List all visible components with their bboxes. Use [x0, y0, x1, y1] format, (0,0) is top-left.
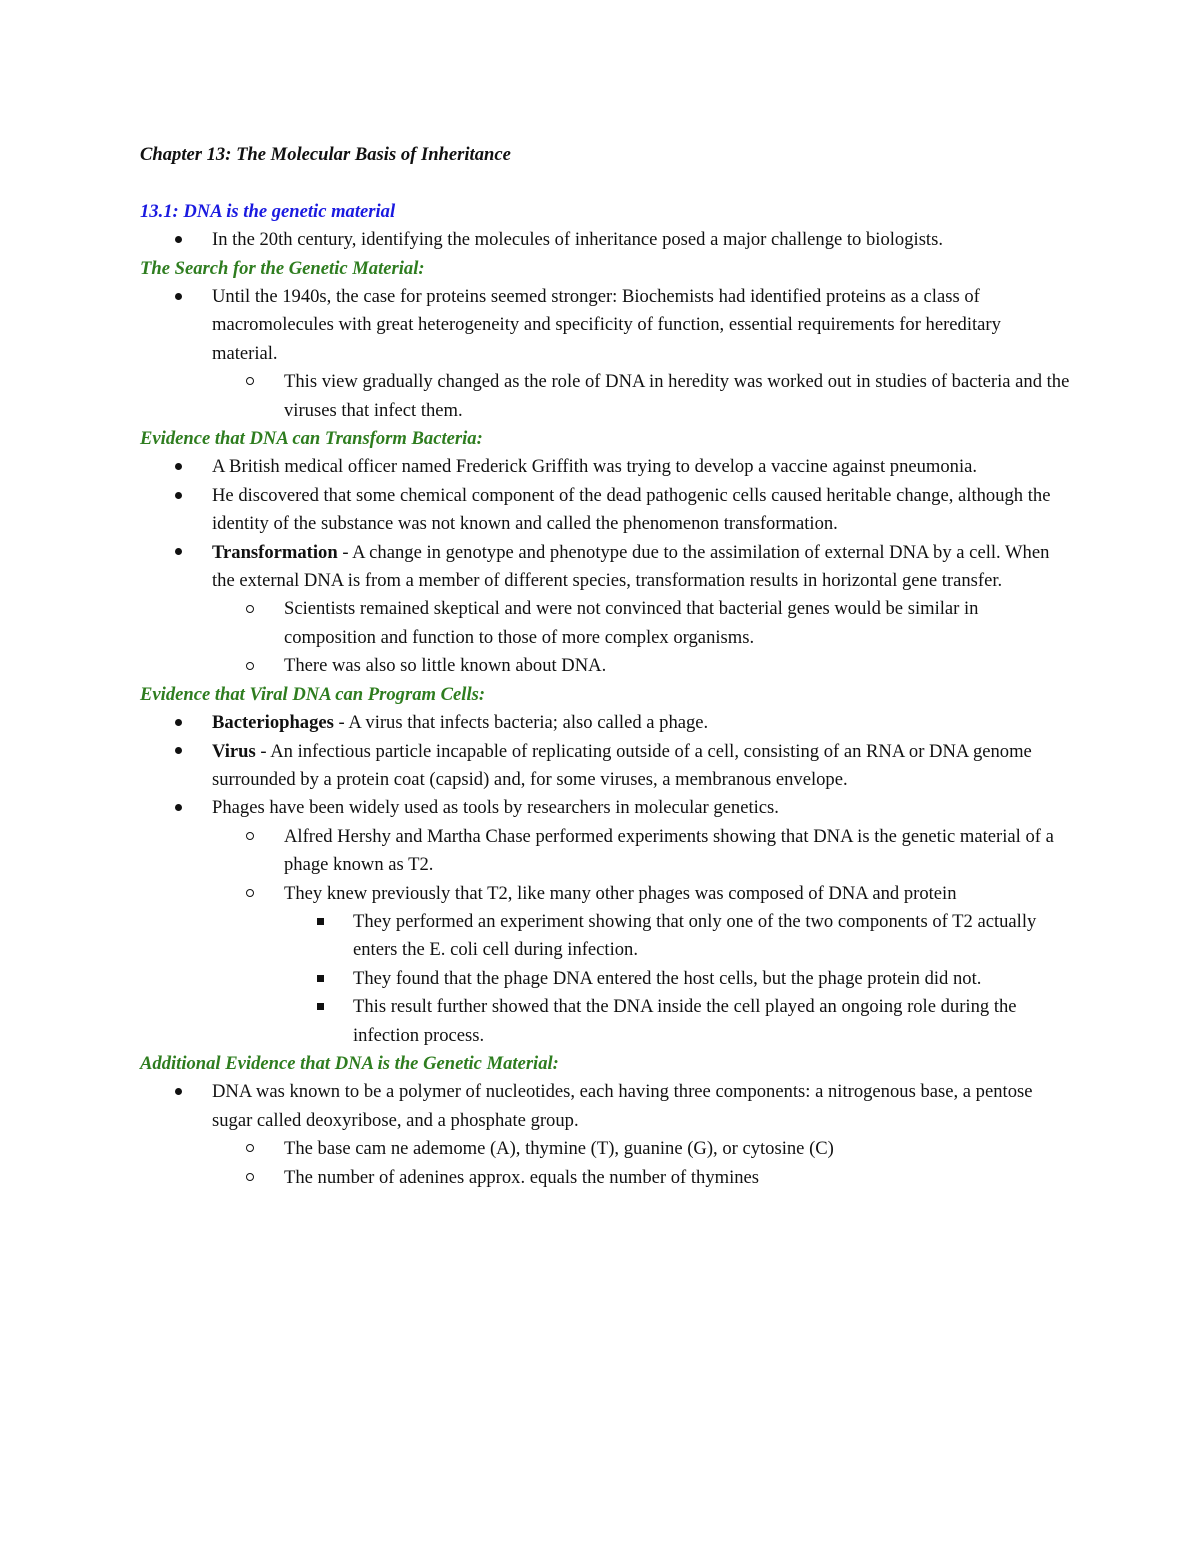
- hollow-circle-bullet-icon: [240, 368, 260, 396]
- list-item: The base cam ne ademome (A), thymine (T), guanine (G), or cytosine (C): [140, 1135, 1070, 1163]
- sub-heading-transform: Evidence that DNA can Transform Bacteria:: [140, 428, 483, 450]
- list-item: In the 20th century, identifying the molecules of inheritance posed a major challenge to biologists.: [140, 226, 1070, 254]
- filled-circle-bullet-icon: [168, 709, 188, 737]
- list-item: The number of adenines approx. equals the number of thymines: [140, 1164, 1070, 1192]
- viral-list: [140, 709, 1070, 823]
- hollow-circle-bullet-icon: [240, 1164, 260, 1192]
- list-item: This result further showed that the DNA inside the cell played an ongoing role during the infection process.: [140, 993, 1070, 1050]
- square-bullet-icon: [310, 965, 330, 993]
- list-item: Phages have been widely used as tools by researchers in molecular genetics.: [140, 794, 1070, 822]
- filled-circle-bullet-icon: [168, 1078, 188, 1106]
- list-item: They knew previously that T2, like many other phages was composed of DNA and protein: [140, 880, 1070, 908]
- transform-sublist: [140, 595, 1070, 680]
- square-bullet-icon: [310, 993, 330, 1021]
- hollow-circle-bullet-icon: [240, 652, 260, 680]
- square-bullet-icon: [310, 908, 330, 936]
- document-body: [140, 141, 1070, 1192]
- additional-list: [140, 1078, 1070, 1135]
- term-virus: Virus: [212, 740, 256, 762]
- list-item: Virus - An infectious particle incapable of replicating outside of a cell, consisting of an RNA or DNA genome surrounded by a protein coat (capsid) and, for some viruses, a membranous envelope.: [140, 738, 1070, 795]
- term-bacteriophages: Bacteriophages: [212, 712, 334, 734]
- hollow-circle-bullet-icon: [240, 880, 260, 908]
- filled-circle-bullet-icon: [168, 453, 188, 481]
- term-transformation: Transformation: [212, 541, 338, 563]
- search-sublist: [140, 368, 1070, 425]
- intro-list: [140, 226, 1070, 254]
- viral-sublist: [140, 823, 1070, 908]
- list-item: DNA was known to be a polymer of nucleotides, each having three components: a nitrogenous base, a pentose sugar called deoxyribose, and a phosphate group.: [140, 1078, 1070, 1135]
- list-item: They performed an experiment showing that only one of the two components of T2 actually enters the E. coli cell during infection.: [140, 908, 1070, 965]
- sub-heading-viral: Evidence that Viral DNA can Program Cells:: [140, 683, 486, 705]
- hollow-circle-bullet-icon: [240, 823, 260, 851]
- list-item: They found that the phage DNA entered the host cells, but the phage protein did not.: [140, 965, 1070, 993]
- filled-circle-bullet-icon: [168, 794, 188, 822]
- sub-heading-additional: Additional Evidence that DNA is the Genetic Material:: [140, 1052, 559, 1074]
- list-item: This view gradually changed as the role of DNA in heredity was worked out in studies of bacteria and the viruses that infect them.: [140, 368, 1070, 425]
- list-item: Alfred Hershy and Martha Chase performed experiments showing that DNA is the genetic material of a phage known as T2.: [140, 823, 1070, 880]
- section-heading: 13.1: DNA is the genetic material: [140, 200, 396, 222]
- list-item: Until the 1940s, the case for proteins seemed stronger: Biochemists had identified proteins as a class of macromolecules with great heterogeneity and specificity of function, essential requirements for hereditary material.: [140, 283, 1070, 368]
- chapter-title: Chapter 13: The Molecular Basis of Inheritance: [140, 144, 511, 165]
- filled-circle-bullet-icon: [168, 283, 188, 311]
- hollow-circle-bullet-icon: [240, 595, 260, 623]
- list-item: Scientists remained skeptical and were not convinced that bacterial genes would be similar in composition and function to those of more complex organisms.: [140, 595, 1070, 652]
- list-item: Bacteriophages - A virus that infects bacteria; also called a phage.: [140, 709, 1070, 737]
- filled-circle-bullet-icon: [168, 738, 188, 766]
- sub-heading-search: The Search for the Genetic Material:: [140, 257, 425, 279]
- hollow-circle-bullet-icon: [240, 1135, 260, 1163]
- additional-sublist: [140, 1135, 1070, 1192]
- viral-subsublist: [140, 908, 1070, 1050]
- list-item: Transformation - A change in genotype and phenotype due to the assimilation of external DNA by a cell. When the external DNA is from a member of different species, transformation results in horizontal gene transfer.: [140, 539, 1070, 596]
- filled-circle-bullet-icon: [168, 226, 188, 254]
- list-item: A British medical officer named Frederick Griffith was trying to develop a vaccine against pneumonia.: [140, 453, 1070, 481]
- filled-circle-bullet-icon: [168, 482, 188, 510]
- transform-list: [140, 453, 1070, 595]
- filled-circle-bullet-icon: [168, 539, 188, 567]
- list-item: There was also so little known about DNA.: [140, 652, 1070, 680]
- search-list: [140, 283, 1070, 368]
- list-item: He discovered that some chemical component of the dead pathogenic cells caused heritable change, although the identity of the substance was not known and called the phenomenon transformation.: [140, 482, 1070, 539]
